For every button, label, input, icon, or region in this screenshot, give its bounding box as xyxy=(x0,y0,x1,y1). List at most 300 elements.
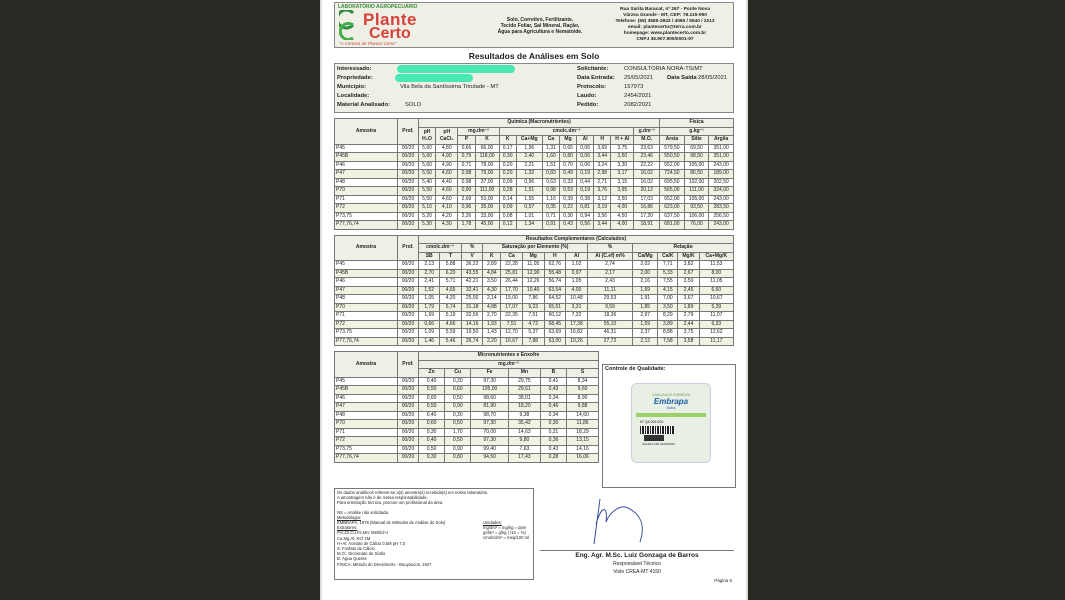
column-header: Al xyxy=(566,252,588,261)
value-cell: 3,44 xyxy=(594,221,611,230)
value-cell: 3,76 xyxy=(594,187,611,196)
value-cell: 26,74 xyxy=(461,337,483,346)
value-cell: 0,50 xyxy=(445,437,471,446)
group-saturacao: Saturação por Elemento (%) xyxy=(483,244,587,253)
protocolo-value: 157973 xyxy=(624,84,644,90)
value-cell: 1,51 xyxy=(516,187,542,196)
sample-id-cell: P70 xyxy=(335,420,398,429)
value-cell: 97,30 xyxy=(471,437,509,446)
table-row xyxy=(335,303,734,312)
value-cell: 17,03 xyxy=(634,195,660,204)
value-cell: 66,00 xyxy=(475,144,499,153)
value-cell: 5,50 xyxy=(419,187,436,196)
value-cell: 0,80 xyxy=(445,454,471,463)
value-cell: 0,06 xyxy=(577,144,594,153)
value-cell: 0,49 xyxy=(560,170,577,179)
value-cell: 652,00 xyxy=(660,161,685,170)
value-cell: 3,50 xyxy=(678,278,699,287)
value-cell: 0,43 xyxy=(540,386,566,395)
ph-h2o-label: H₂O xyxy=(422,135,432,142)
value-cell: 46,31 xyxy=(587,329,632,338)
column-header: K xyxy=(483,252,501,261)
sample-id-cell: P47 xyxy=(335,170,398,179)
value-cell: 98,50 xyxy=(684,153,709,162)
value-cell: 16,82 xyxy=(566,329,588,338)
depth-cell: 00/20 xyxy=(398,195,419,204)
table-row xyxy=(335,221,734,230)
table-row xyxy=(335,286,734,295)
value-cell: 2,26 xyxy=(458,212,475,221)
depth-cell: 00/20 xyxy=(398,312,419,321)
value-cell: 0,50 xyxy=(419,445,445,454)
units-column xyxy=(483,520,529,567)
value-cell: 0,20 xyxy=(499,161,516,170)
value-cell: 20,12 xyxy=(634,187,660,196)
value-cell: 0,60 xyxy=(445,386,471,395)
value-cell: 2,00 xyxy=(633,269,658,278)
phone-line: Telefone: (65) 3685-2843 / 4065 / 5540 / 2213 xyxy=(615,19,715,24)
value-cell: 3,75 xyxy=(611,144,634,153)
note-line: Para orientação técnica, procure um profissional da área. xyxy=(337,500,444,506)
value-cell: 5,74 xyxy=(440,303,461,312)
solicitante-value: CONSULTORIA NORA-TS/MT xyxy=(624,66,703,72)
data-entrada-value: 25/05/2021 xyxy=(624,75,654,81)
quality-control-box xyxy=(602,364,736,488)
value-cell: 10,48 xyxy=(566,295,588,304)
value-cell: 9,38 xyxy=(508,411,540,420)
value-cell: 2,97 xyxy=(633,312,658,321)
value-cell: 0,90 xyxy=(458,187,475,196)
brand-name-line1: Plante xyxy=(363,10,418,29)
value-cell: 5,88 xyxy=(440,261,461,270)
value-cell: 99,40 xyxy=(471,445,509,454)
value-cell: 5,10 xyxy=(419,204,436,213)
services-line: Tecido Foliar, Sal Mineral, Ração, xyxy=(500,23,580,29)
sample-id-cell: P72 xyxy=(335,320,398,329)
depth-cell: 00/20 xyxy=(398,295,419,304)
value-cell: 64,52 xyxy=(544,295,566,304)
depth-cell: 00/20 xyxy=(398,454,419,463)
value-cell: 0,80 xyxy=(560,153,577,162)
value-cell: 0,50 xyxy=(419,403,445,412)
plante-certo-logo-icon xyxy=(339,10,359,40)
table-row xyxy=(335,454,599,463)
value-cell: 33,00 xyxy=(475,212,499,221)
value-cell: 3,82 xyxy=(678,261,699,270)
value-cell: 17,43 xyxy=(508,454,540,463)
value-cell: 76,00 xyxy=(684,221,709,230)
value-cell: 3,19 xyxy=(594,204,611,213)
seal-top-text: QUALIDADE EMBRAPA xyxy=(651,393,691,397)
value-cell: 11,11 xyxy=(587,286,632,295)
col-ph xyxy=(419,127,436,144)
value-cell: 652,00 xyxy=(660,195,685,204)
value-cell: 256,50 xyxy=(709,212,734,221)
value-cell: 0,09 xyxy=(499,204,516,213)
value-cell: 1,43 xyxy=(483,329,501,338)
address-line: Rua Sarita Baracat, nº 267 - Ponte Nova xyxy=(620,7,710,12)
value-cell: 695,50 xyxy=(660,178,685,187)
column-header: Ca xyxy=(542,136,559,145)
depth-cell: 00/20 xyxy=(398,161,419,170)
value-cell: 6,33 xyxy=(699,320,733,329)
value-cell: 3,31 xyxy=(566,303,588,312)
value-cell: 3,95 xyxy=(611,187,634,196)
value-cell: 2,17 xyxy=(587,269,632,278)
unit-gdm: g.dm⁻³ xyxy=(634,127,660,136)
value-cell: 4,65 xyxy=(440,286,461,295)
value-cell: 1,05 xyxy=(566,278,588,287)
value-cell: 97,30 xyxy=(471,377,509,386)
value-cell: 5,37 xyxy=(522,329,544,338)
redaction-mark xyxy=(397,65,515,73)
table-row xyxy=(335,212,734,221)
value-cell: 17,20 xyxy=(634,212,660,221)
value-cell: 0,36 xyxy=(540,437,566,446)
value-cell: 5,50 xyxy=(419,195,436,204)
value-cell: 3,50 xyxy=(611,153,634,162)
value-cell: 7,71 xyxy=(658,261,678,270)
column-header: T xyxy=(440,252,461,261)
table-row xyxy=(335,320,734,329)
value-cell: 4,00 xyxy=(611,221,634,230)
signer-name: Eng. Agr. M.Sc. Luiz Gonzaga de Barros xyxy=(575,552,699,559)
value-cell: 0,35 xyxy=(542,204,559,213)
lab-label: LABORATÓRIO AGROPECUÁRIO xyxy=(338,4,418,10)
value-cell: 550,50 xyxy=(660,153,685,162)
report-content xyxy=(334,2,734,583)
value-cell: 1,78 xyxy=(458,221,475,230)
table-row xyxy=(335,187,734,196)
value-cell: 32,41 xyxy=(461,286,483,295)
extrator-line: B: Água Quente xyxy=(337,556,367,562)
value-cell: 25,81 xyxy=(501,269,523,278)
value-cell: 7,32 xyxy=(566,312,588,321)
barcode-icon xyxy=(640,426,674,434)
report-title: Resultados de Análises em Solo xyxy=(468,51,600,61)
value-cell: 7,51 xyxy=(501,320,523,329)
value-cell: 14,16 xyxy=(461,320,483,329)
group-fisica: Física xyxy=(660,119,734,128)
value-cell: 105,00 xyxy=(684,161,709,170)
unit-cmol: cmolc.dm⁻³ xyxy=(419,244,462,253)
value-cell: 1,60 xyxy=(542,153,559,162)
depth-cell: 00/20 xyxy=(398,144,419,153)
redaction-mark xyxy=(395,74,473,82)
value-cell: 283,50 xyxy=(709,204,734,213)
value-cell: 17,38 xyxy=(566,320,588,329)
value-cell: 0,41 xyxy=(540,377,566,386)
value-cell: 9,23 xyxy=(522,303,544,312)
value-cell: 3,58 xyxy=(678,337,699,346)
value-cell: 1,79 xyxy=(419,303,440,312)
value-cell: 0,34 xyxy=(540,411,566,420)
value-cell: 7,63 xyxy=(508,445,540,454)
value-cell: 4,80 xyxy=(436,144,458,153)
value-cell: 4,50 xyxy=(611,212,634,221)
value-cell: 0,98 xyxy=(458,170,475,179)
depth-cell: 00/20 xyxy=(398,377,419,386)
value-cell: 0,30 xyxy=(445,411,471,420)
depth-cell: 00/20 xyxy=(398,221,419,230)
methodology-column xyxy=(337,515,445,567)
value-cell: 0,30 xyxy=(560,212,577,221)
material-value: SOLO xyxy=(405,102,422,108)
value-cell: 18,20 xyxy=(508,403,540,412)
value-cell: 65,51 xyxy=(544,303,566,312)
signer-crea: Visto CREA-MT 4150 xyxy=(613,569,661,575)
value-cell: 2,43 xyxy=(587,278,632,287)
value-cell: 0,30 xyxy=(445,377,471,386)
value-cell: 2,70 xyxy=(483,312,501,321)
value-cell: 8,00 xyxy=(699,269,733,278)
value-cell: 1,05 xyxy=(419,295,440,304)
value-cell: 351,00 xyxy=(709,144,734,153)
value-cell: 11,07 xyxy=(699,312,733,321)
value-cell: 53,00 xyxy=(475,195,499,204)
value-cell: 0,98 xyxy=(542,187,559,196)
table-row xyxy=(335,403,599,412)
brand-slogan: "A Certeza de Plantar Certo" xyxy=(339,41,397,46)
value-cell: 1,16 xyxy=(542,195,559,204)
value-cell: 4,00 xyxy=(611,204,634,213)
value-cell: 3,56 xyxy=(594,212,611,221)
value-cell: 8,90 xyxy=(567,394,599,403)
value-cell: 1,51 xyxy=(542,161,559,170)
value-cell: 6,20 xyxy=(440,269,461,278)
value-cell: 2,44 xyxy=(678,320,699,329)
sample-id-cell: P71 xyxy=(335,428,398,437)
signer-role: Responsável Técnico xyxy=(613,561,661,567)
data-saida-label: Data Saída xyxy=(667,75,697,81)
value-cell: 0,30 xyxy=(499,153,516,162)
value-cell: 15,00 xyxy=(501,295,523,304)
value-cell: 4,40 xyxy=(436,178,458,187)
quality-control-label: Controle de Qualidade: xyxy=(605,366,666,372)
table-row xyxy=(335,153,734,162)
value-cell: 351,00 xyxy=(709,153,734,162)
value-cell: 6,60 xyxy=(699,286,733,295)
value-cell: 63,00 xyxy=(544,337,566,346)
column-header: H xyxy=(544,252,566,261)
sample-id-cell: P46 xyxy=(335,394,398,403)
value-cell: 12,70 xyxy=(501,329,523,338)
value-cell: 0,38 xyxy=(577,195,594,204)
value-cell: 1,02 xyxy=(566,261,588,270)
value-cell: 94,50 xyxy=(471,454,509,463)
value-cell: 202,50 xyxy=(709,178,734,187)
value-cell: 7,51 xyxy=(522,312,544,321)
value-cell: 11,05 xyxy=(522,261,544,270)
depth-cell: 00/20 xyxy=(398,178,419,187)
value-cell: 29,53 xyxy=(587,295,632,304)
value-cell: 0,91 xyxy=(542,221,559,230)
value-cell: 22,28 xyxy=(501,261,523,270)
value-cell: 2,40 xyxy=(516,153,542,162)
column-header: B xyxy=(540,369,566,378)
unidade-line: cmolc/dm³ = meq/100 ml xyxy=(483,535,529,541)
table-row xyxy=(335,420,599,429)
note-line: A amostragem não é de nossa responsabilidade. xyxy=(337,495,428,501)
value-cell: 5,39 xyxy=(699,303,733,312)
value-cell: 16,02 xyxy=(634,178,660,187)
value-cell: 4,90 xyxy=(436,153,458,162)
seal-serial-block xyxy=(644,435,664,441)
value-cell: 7,58 xyxy=(658,337,678,346)
value-cell: 0,31 xyxy=(540,428,566,437)
value-cell: 78,00 xyxy=(475,161,499,170)
value-cell: 19,50 xyxy=(461,329,483,338)
value-cell: 0,60 xyxy=(419,394,445,403)
column-header: P xyxy=(458,136,475,145)
table-row xyxy=(335,329,734,338)
value-cell: 0,06 xyxy=(577,161,594,170)
table-row xyxy=(335,144,734,153)
value-cell: 324,00 xyxy=(709,187,734,196)
sample-id-cell: P45 xyxy=(335,144,398,153)
value-cell: 0,57 xyxy=(516,204,542,213)
value-cell: 22,35 xyxy=(501,312,523,321)
value-cell: 25,00 xyxy=(461,295,483,304)
value-cell: 5,19 xyxy=(440,312,461,321)
table-row xyxy=(335,269,734,278)
group-micronutrientes: Micronutrientes e Enxofre xyxy=(419,352,599,361)
value-cell: 0,06 xyxy=(577,153,594,162)
col-prof: Prof. xyxy=(398,352,419,378)
value-cell: 4,60 xyxy=(436,187,458,196)
table-row xyxy=(335,204,734,213)
table-row xyxy=(335,295,734,304)
value-cell: 0,43 xyxy=(560,221,577,230)
column-header: Ca/Mg xyxy=(633,252,658,261)
column-header: Al (C.ef) m% xyxy=(587,252,632,261)
value-cell: 14,63 xyxy=(508,428,540,437)
value-cell: 4,00 xyxy=(566,286,588,295)
depth-cell: 00/20 xyxy=(398,204,419,213)
value-cell: 5,30 xyxy=(419,221,436,230)
sample-id-cell: P46 xyxy=(335,278,398,287)
seal-number: Nº QA 006.000 xyxy=(640,420,664,424)
micronutrients-body xyxy=(335,377,599,462)
depth-cell: 00/20 xyxy=(398,269,419,278)
value-cell: 31,18 xyxy=(461,303,483,312)
value-cell: 10,26 xyxy=(566,337,588,346)
sample-id-cell: P46 xyxy=(335,161,398,170)
value-cell: 23,46 xyxy=(634,153,660,162)
signature-line xyxy=(540,550,734,551)
col-prof: Prof. xyxy=(398,119,419,145)
value-cell: 0,30 xyxy=(540,420,566,429)
value-cell: 0,90 xyxy=(445,403,471,412)
unit-pct2: % xyxy=(587,244,632,253)
value-cell: 62,76 xyxy=(544,261,566,270)
value-cell: 3,15 xyxy=(611,178,634,187)
value-cell: 11,17 xyxy=(699,337,733,346)
value-cell: 0,71 xyxy=(458,161,475,170)
value-cell: 2,37 xyxy=(633,329,658,338)
value-cell: 0,17 xyxy=(499,144,516,153)
value-cell: 0,12 xyxy=(499,221,516,230)
macronutrients-table xyxy=(334,118,734,230)
protocolo-label: Protocolo: xyxy=(577,84,606,90)
value-cell: 27,72 xyxy=(587,337,632,346)
value-cell: 1,69 xyxy=(419,312,440,321)
value-cell: 111,00 xyxy=(684,187,709,196)
value-cell: 0,94 xyxy=(577,212,594,221)
value-cell: 43,55 xyxy=(461,269,483,278)
value-cell: 4,72 xyxy=(522,320,544,329)
column-header: Ca/K xyxy=(658,252,678,261)
value-cell: 0,65 xyxy=(560,144,577,153)
value-cell: 0,70 xyxy=(560,161,577,170)
column-header: Zn xyxy=(419,369,445,378)
value-cell: 0,28 xyxy=(540,454,566,463)
depth-cell: 00/20 xyxy=(398,153,419,162)
value-cell: 8,29 xyxy=(658,312,678,321)
laudo-label: Laudo: xyxy=(577,93,597,99)
macronutrients-body xyxy=(335,144,734,229)
value-cell: 3,24 xyxy=(594,161,611,170)
value-cell: 4,90 xyxy=(436,161,458,170)
value-cell: 243,00 xyxy=(709,221,734,230)
interessado-label: Interessado: xyxy=(337,66,372,72)
group-complementares: Resultados Complementares (Calculados) xyxy=(419,235,734,244)
sample-id-cell: P45 xyxy=(335,261,398,270)
value-cell: 3,69 xyxy=(594,144,611,153)
value-cell: 1,46 xyxy=(419,337,440,346)
value-cell: 0,43 xyxy=(540,445,566,454)
table-row xyxy=(335,377,599,386)
sample-id-cell: P48 xyxy=(335,411,398,420)
value-cell: 2,70 xyxy=(419,269,440,278)
value-cell: 0,19 xyxy=(577,187,594,196)
value-cell: 26,44 xyxy=(501,278,523,287)
value-cell: 5,59 xyxy=(440,329,461,338)
value-cell: 5,50 xyxy=(419,170,436,179)
value-cell: 18,91 xyxy=(634,221,660,230)
value-cell: 0,28 xyxy=(499,187,516,196)
column-header: Ca xyxy=(501,252,523,261)
column-header: K xyxy=(499,136,516,145)
embrapa-logo-icon: Embrapa xyxy=(653,397,689,406)
value-cell: 4,66 xyxy=(440,320,461,329)
sample-id-cell: P77,76,74 xyxy=(335,337,398,346)
sample-id-cell: P72 xyxy=(335,437,398,446)
value-cell: 4,30 xyxy=(436,221,458,230)
sample-id-cell: P73,75 xyxy=(335,212,398,221)
propriedade-label: Propriedade: xyxy=(337,75,373,81)
value-cell: 4,30 xyxy=(483,286,501,295)
value-cell: 2,69 xyxy=(458,195,475,204)
value-cell: 12,90 xyxy=(522,269,544,278)
sample-id-cell: P45B xyxy=(335,269,398,278)
depth-cell: 00/20 xyxy=(398,286,419,295)
value-cell: 63,69 xyxy=(544,329,566,338)
value-cell: 10,67 xyxy=(699,295,733,304)
column-header: Mg/K xyxy=(678,252,699,261)
column-header: V xyxy=(461,252,483,261)
value-cell: 9,59 xyxy=(587,303,632,312)
value-cell: 42,21 xyxy=(461,278,483,287)
col-amostra: Amostra xyxy=(335,352,398,378)
value-cell: 5,71 xyxy=(440,278,461,287)
report-page xyxy=(320,0,748,600)
value-cell: 0,09 xyxy=(499,178,516,187)
notes-box xyxy=(334,488,534,580)
value-cell: 35,00 xyxy=(475,204,499,213)
value-cell: 0,71 xyxy=(542,212,559,221)
services-line: Água para Agricultura e Nematoide. xyxy=(497,29,583,35)
